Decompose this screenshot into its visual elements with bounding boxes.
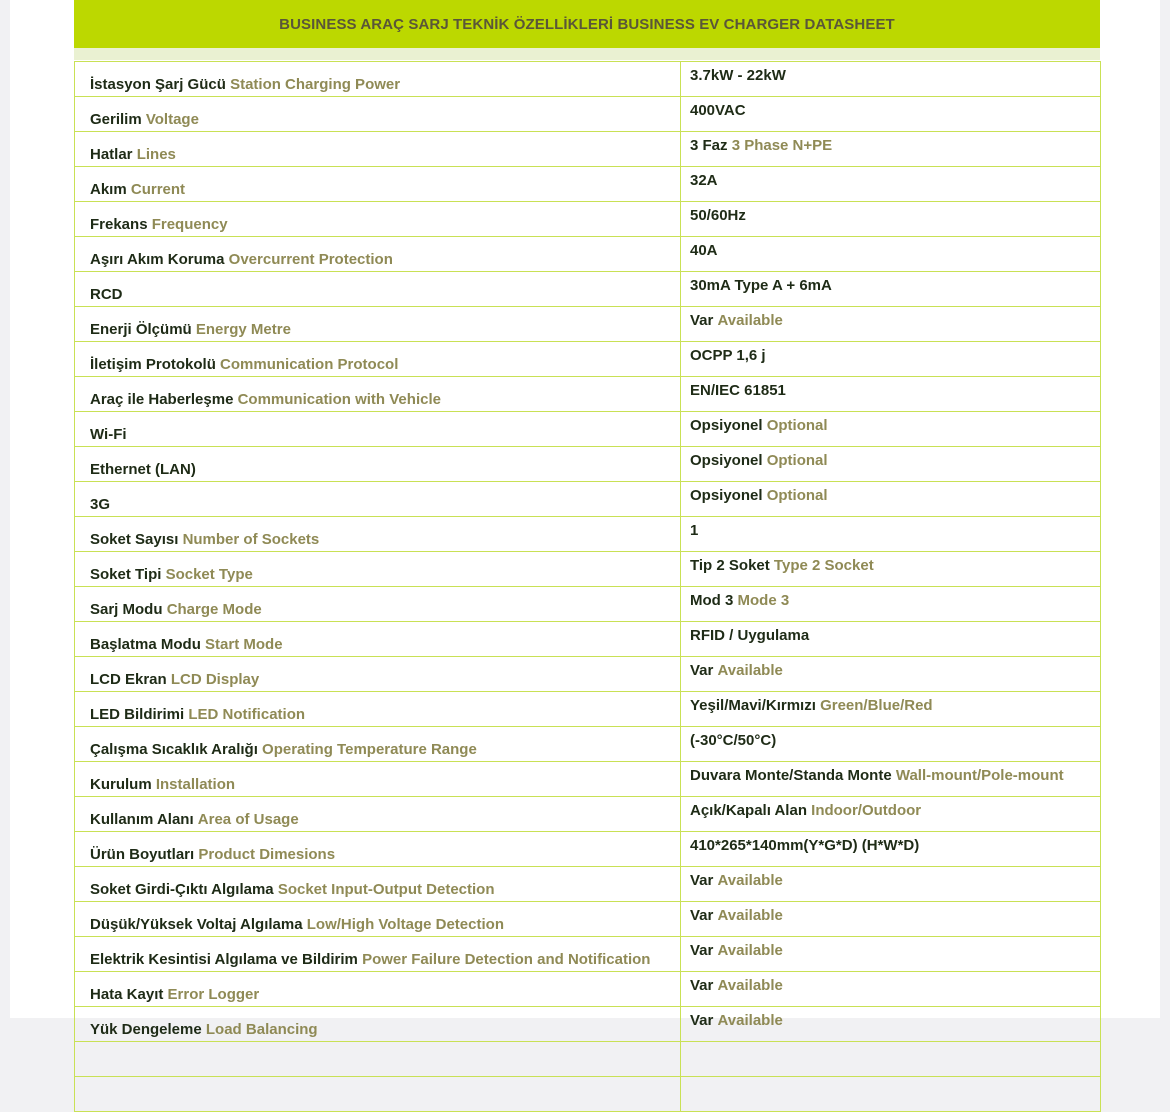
spec-label-turkish: Sarj Modu xyxy=(90,601,163,618)
spec-row xyxy=(75,272,1101,307)
spec-label-cell xyxy=(75,1042,681,1077)
spec-label-cell xyxy=(75,972,681,1007)
spec-value-turkish: Var xyxy=(690,977,714,994)
spec-row xyxy=(75,972,1101,1007)
spec-label-cell xyxy=(75,237,681,272)
spec-label-english: Station Charging Power xyxy=(230,76,401,93)
spec-label-english: Operating Temperature Range xyxy=(262,741,477,758)
spec-label-cell xyxy=(75,937,681,972)
spec-row xyxy=(75,587,1101,622)
spec-label-english: Overcurrent Protection xyxy=(228,251,393,268)
spec-table xyxy=(74,61,1101,1112)
spec-value-cell xyxy=(681,902,1101,937)
spec-label-english: LCD Display xyxy=(170,671,260,688)
spec-value-turkish: Var xyxy=(690,907,714,924)
spec-row xyxy=(75,307,1101,342)
spec-value-cell xyxy=(681,412,1101,447)
spec-value-english: Type 2 Socket xyxy=(773,557,874,574)
spec-label-turkish: Hatlar xyxy=(90,146,133,163)
spec-label-english: Error Logger xyxy=(167,986,260,1003)
spec-value-turkish: Opsiyonel xyxy=(690,487,763,504)
spec-label-turkish: LCD Ekran xyxy=(90,671,167,688)
spec-value-turkish: 400VAC xyxy=(690,102,746,119)
spec-row xyxy=(75,202,1101,237)
spec-value-cell xyxy=(681,307,1101,342)
spec-value-cell xyxy=(681,972,1101,1007)
spec-value-turkish: Var xyxy=(690,942,714,959)
spec-value-cell xyxy=(681,832,1101,867)
spec-value-cell xyxy=(681,622,1101,657)
spec-label-cell xyxy=(75,797,681,832)
spec-value-cell xyxy=(681,587,1101,622)
spec-row xyxy=(75,447,1101,482)
spec-value-turkish: Mod 3 xyxy=(690,592,734,609)
spec-value-turkish: Duvara Monte/Standa Monte xyxy=(690,767,892,784)
spec-value-turkish: 410*265*140mm(Y*G*D) (H*W*D) xyxy=(690,837,920,854)
spec-label-turkish: İstasyon Şarj Gücü xyxy=(90,76,226,93)
spec-label-english: Area of Usage xyxy=(197,811,299,828)
spec-label-cell xyxy=(75,727,681,762)
spec-value-english: Available xyxy=(717,312,783,329)
spec-label-cell xyxy=(75,692,681,727)
spec-label-cell xyxy=(75,202,681,237)
spec-label-cell xyxy=(75,377,681,412)
spec-value-cell xyxy=(681,342,1101,377)
spec-value-turkish: 30mA Type A + 6mA xyxy=(690,277,832,294)
spec-value-turkish: 50/60Hz xyxy=(690,207,746,224)
spec-row xyxy=(75,692,1101,727)
spec-value-turkish: 32A xyxy=(690,172,718,189)
spec-label-cell xyxy=(75,482,681,517)
spec-label-turkish: Frekans xyxy=(90,216,148,233)
spec-label-turkish: Ethernet (LAN) xyxy=(90,461,196,478)
spec-value-english: Available xyxy=(717,942,783,959)
spec-label-turkish: Elektrik Kesintisi Algılama ve Bildirim xyxy=(90,951,358,968)
spec-value-cell xyxy=(681,377,1101,412)
spec-value-turkish: 40A xyxy=(690,242,718,259)
spec-label-english: Socket Input-Output Detection xyxy=(277,881,495,898)
spec-label-turkish: Kurulum xyxy=(90,776,152,793)
spec-label-turkish: Soket Sayısı xyxy=(90,531,179,548)
spec-row xyxy=(75,727,1101,762)
spec-value-cell xyxy=(681,167,1101,202)
spec-label-english: Energy Metre xyxy=(195,321,291,338)
spec-value-english: Available xyxy=(717,872,783,889)
spec-value-english: Wall-mount/Pole-mount xyxy=(895,767,1064,784)
spec-value-english: Indoor/Outdoor xyxy=(811,802,922,819)
spec-row xyxy=(75,62,1101,97)
spec-label-turkish: İletişim Protokolü xyxy=(90,356,216,373)
spec-label-turkish: Yük Dengeleme xyxy=(90,1021,202,1038)
spec-value-cell xyxy=(681,97,1101,132)
datasheet-header-banner xyxy=(74,0,1100,48)
spec-label-english: Current xyxy=(130,181,186,198)
spec-value-english: 3 Phase N+PE xyxy=(731,137,833,154)
spec-label-turkish: Gerilim xyxy=(90,111,142,128)
spec-value-cell xyxy=(681,272,1101,307)
spec-label-cell xyxy=(75,762,681,797)
spec-value-cell xyxy=(681,237,1101,272)
spec-value-cell xyxy=(681,447,1101,482)
spec-row xyxy=(75,237,1101,272)
spec-value-turkish: 3 Faz xyxy=(690,137,728,154)
spec-row xyxy=(75,832,1101,867)
spec-value-turkish: Var xyxy=(690,312,714,329)
spec-row xyxy=(75,1042,1101,1077)
spec-value-turkish: Var xyxy=(690,872,714,889)
spec-value-english: Available xyxy=(717,662,783,679)
spec-value-cell xyxy=(681,937,1101,972)
spec-label-turkish: Aşırı Akım Koruma xyxy=(90,251,225,268)
spec-value-cell xyxy=(681,657,1101,692)
spec-label-turkish: 3G xyxy=(90,496,111,513)
spec-value-english: Available xyxy=(717,907,783,924)
spec-label-turkish: Enerji Ölçümü xyxy=(90,321,192,338)
spec-value-cell xyxy=(681,692,1101,727)
spec-label-cell xyxy=(75,902,681,937)
spec-row xyxy=(75,902,1101,937)
spec-label-cell xyxy=(75,832,681,867)
spec-label-cell xyxy=(75,62,681,97)
spec-value-turkish: Var xyxy=(690,1012,714,1029)
spec-label-english: Low/High Voltage Detection xyxy=(306,916,504,933)
spec-label-turkish: Araç ile Haberleşme xyxy=(90,391,234,408)
spec-label-cell xyxy=(75,97,681,132)
spec-label-cell xyxy=(75,412,681,447)
spec-label-cell xyxy=(75,1077,681,1112)
spec-row xyxy=(75,97,1101,132)
spec-row xyxy=(75,1007,1101,1042)
spec-value-turkish: 3.7kW - 22kW xyxy=(690,67,786,84)
spec-row xyxy=(75,482,1101,517)
spec-label-english: Communication with Vehicle xyxy=(237,391,441,408)
spec-value-cell xyxy=(681,1042,1101,1077)
spec-label-turkish: Soket Tipi xyxy=(90,566,162,583)
spec-value-turkish: RFID / Uygulama xyxy=(690,627,810,644)
spec-value-cell xyxy=(681,727,1101,762)
spec-label-cell xyxy=(75,272,681,307)
spec-value-turkish: 1 xyxy=(690,522,699,539)
spec-label-cell xyxy=(75,307,681,342)
spec-label-english: Number of Sockets xyxy=(182,531,320,548)
spec-row xyxy=(75,657,1101,692)
spec-label-turkish: RCD xyxy=(90,286,123,303)
spec-value-turkish: Opsiyonel xyxy=(690,452,763,469)
datasheet-page xyxy=(10,0,1160,1038)
spec-label-cell xyxy=(75,1007,681,1042)
spec-label-english: Charge Mode xyxy=(166,601,262,618)
spec-row xyxy=(75,517,1101,552)
spec-table-body xyxy=(75,62,1101,1112)
spec-label-english: Communication Protocol xyxy=(220,356,399,373)
spec-row xyxy=(75,412,1101,447)
spec-value-cell xyxy=(681,1007,1101,1042)
spec-row xyxy=(75,937,1101,972)
spec-row xyxy=(75,1077,1101,1112)
spec-row xyxy=(75,132,1101,167)
spec-label-turkish: Soket Girdi-Çıktı Algılama xyxy=(90,881,274,898)
spec-label-turkish: Wi-Fi xyxy=(90,426,127,443)
spec-label-english: Lines xyxy=(136,146,176,163)
spec-value-english: Available xyxy=(717,977,783,994)
spec-label-turkish: Düşük/Yüksek Voltaj Algılama xyxy=(90,916,303,933)
spec-value-cell xyxy=(681,482,1101,517)
spec-value-turkish: Var xyxy=(690,662,714,679)
spec-label-english: Voltage xyxy=(145,111,199,128)
spec-value-english: Green/Blue/Red xyxy=(820,697,933,714)
spec-label-cell xyxy=(75,167,681,202)
spec-value-english: Optional xyxy=(766,487,828,504)
spec-value-cell xyxy=(681,132,1101,167)
spec-row xyxy=(75,167,1101,202)
spec-row xyxy=(75,552,1101,587)
spec-label-english: Installation xyxy=(155,776,236,793)
spec-value-cell xyxy=(681,867,1101,902)
spec-label-english: Product Dimesions xyxy=(198,846,336,863)
spec-value-english: Optional xyxy=(766,452,828,469)
spec-label-english: Start Mode xyxy=(205,636,283,653)
spec-value-cell xyxy=(681,552,1101,587)
spec-label-english: LED Notification xyxy=(188,706,306,723)
spec-row xyxy=(75,797,1101,832)
spec-value-turkish: Tip 2 Soket xyxy=(690,557,770,574)
spec-label-cell xyxy=(75,132,681,167)
spec-value-cell xyxy=(681,62,1101,97)
spec-label-cell xyxy=(75,657,681,692)
spec-value-turkish: Açık/Kapalı Alan xyxy=(690,802,807,819)
spec-label-cell xyxy=(75,587,681,622)
spec-label-cell xyxy=(75,552,681,587)
spec-row xyxy=(75,342,1101,377)
spec-value-english: Optional xyxy=(766,417,828,434)
datasheet-title: BUSINESS ARAÇ SARJ TEKNİK ÖZELLİKLERİ BUSINESS EV CHARGER DATASHEET xyxy=(279,15,895,33)
spec-value-turkish: OCPP 1,6 j xyxy=(690,347,766,364)
spec-label-turkish: Ürün Boyutları xyxy=(90,846,195,863)
spec-label-english: Frequency xyxy=(151,216,228,233)
spec-label-cell xyxy=(75,447,681,482)
spec-label-turkish: LED Bildirimi xyxy=(90,706,185,723)
spec-value-cell xyxy=(681,797,1101,832)
spec-value-turkish: EN/IEC 61851 xyxy=(690,382,786,399)
spec-label-turkish: Çalışma Sıcaklık Aralığı xyxy=(90,741,258,758)
spec-value-turkish: (-30°C/50°C) xyxy=(690,732,777,749)
spec-value-english: Mode 3 xyxy=(737,592,790,609)
spec-value-english: Available xyxy=(717,1012,783,1029)
spec-label-cell xyxy=(75,867,681,902)
spec-value-cell xyxy=(681,1077,1101,1112)
spec-value-cell xyxy=(681,202,1101,237)
spec-label-cell xyxy=(75,517,681,552)
spec-label-english: Load Balancing xyxy=(205,1021,318,1038)
spec-value-turkish: Yeşil/Mavi/Kırmızı xyxy=(690,697,816,714)
spec-label-turkish: Akım xyxy=(90,181,127,198)
header-divider-strip xyxy=(74,48,1100,60)
spec-row xyxy=(75,867,1101,902)
spec-value-cell xyxy=(681,762,1101,797)
spec-row xyxy=(75,622,1101,657)
spec-value-turkish: Opsiyonel xyxy=(690,417,763,434)
spec-label-turkish: Hata Kayıt xyxy=(90,986,164,1003)
spec-label-english: Power Failure Detection and Notification xyxy=(362,951,651,968)
spec-label-turkish: Kullanım Alanı xyxy=(90,811,194,828)
spec-row xyxy=(75,377,1101,412)
spec-label-english: Socket Type xyxy=(165,566,253,583)
spec-value-cell xyxy=(681,517,1101,552)
spec-label-cell xyxy=(75,622,681,657)
spec-label-turkish: Başlatma Modu xyxy=(90,636,201,653)
spec-label-cell xyxy=(75,342,681,377)
spec-row xyxy=(75,762,1101,797)
